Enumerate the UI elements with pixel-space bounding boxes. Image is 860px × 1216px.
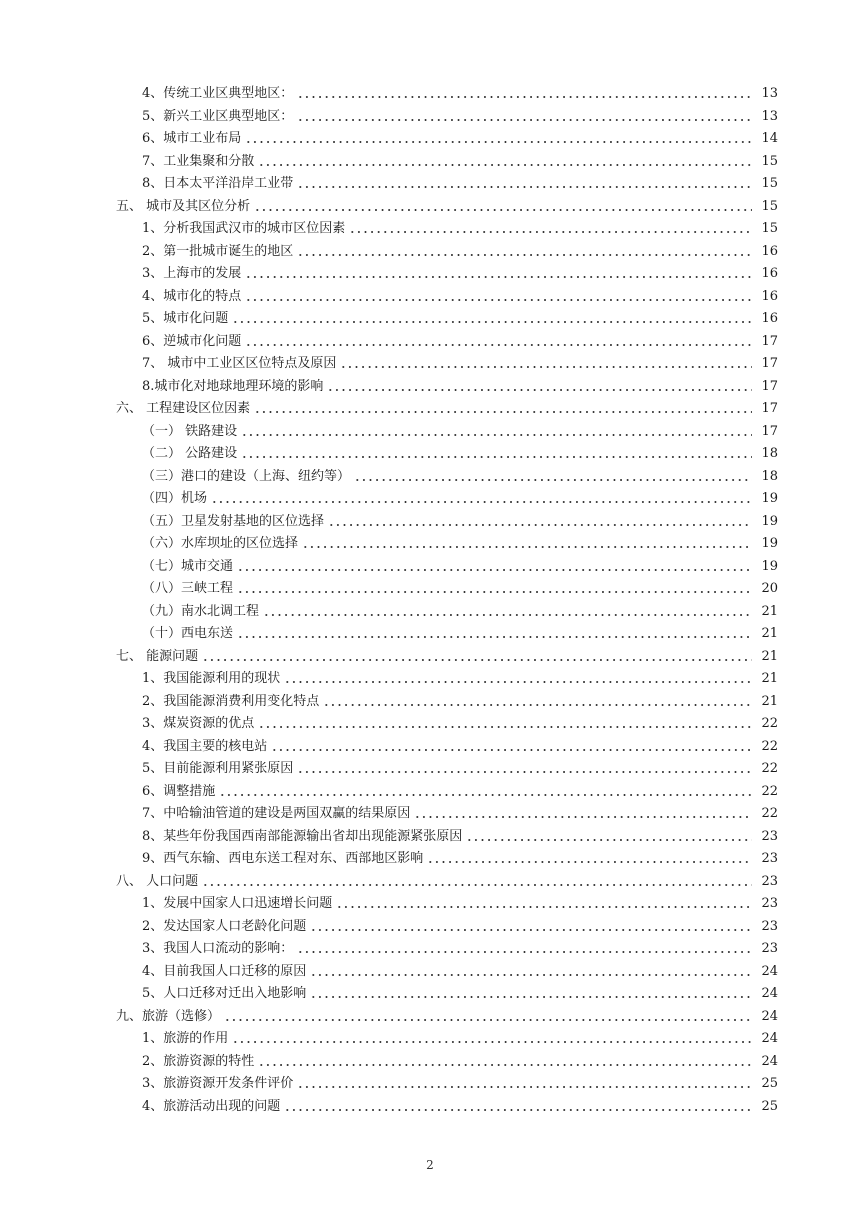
dot-leader — [297, 764, 752, 778]
dot-leader — [297, 179, 752, 193]
toc-entry[interactable] — [0, 758, 860, 781]
toc-entry[interactable] — [0, 556, 860, 579]
dot-leader — [202, 877, 752, 891]
dot-leader — [297, 112, 752, 126]
dot-leader — [340, 359, 752, 373]
toc-entry-label: 8、某些年份我国西南部能源输出省却出现能源紧张原因 — [142, 828, 463, 844]
toc-entry[interactable] — [0, 848, 860, 871]
table-of-contents — [0, 83, 860, 1118]
toc-entry[interactable] — [0, 241, 860, 264]
toc-entry[interactable] — [0, 691, 860, 714]
dot-leader — [297, 247, 752, 261]
toc-entry-page: 14 — [761, 131, 778, 146]
toc-entry-page: 25 — [761, 1076, 778, 1091]
toc-entry[interactable] — [0, 308, 860, 331]
toc-entry-page: 22 — [761, 738, 778, 754]
toc-entry-label: 八、 人口问题 — [116, 873, 199, 889]
dot-leader — [310, 922, 752, 936]
toc-entry-label: 1、发展中国家人口迅速增长问题 — [142, 896, 333, 911]
toc-entry-label: （五）卫星发射基地的区位选择 — [142, 513, 325, 529]
toc-entry-page: 23 — [761, 828, 778, 844]
toc-entry-label: 六、 工程建设区位因素 — [116, 401, 251, 416]
dot-leader — [284, 674, 752, 688]
toc-entry-label: 2、我国能源消费利用变化特点 — [142, 693, 320, 709]
dot-leader — [224, 1012, 752, 1026]
toc-entry[interactable] — [0, 511, 860, 534]
toc-entry-label: 七、 能源问题 — [116, 648, 199, 664]
toc-entry-label: 5、人口迁移对迁出入地影响 — [142, 986, 307, 1001]
toc-entry-label: 7、 城市中工业区区位特点及原因 — [142, 356, 337, 371]
toc-entry[interactable] — [0, 1051, 860, 1074]
dot-leader — [414, 809, 752, 823]
toc-entry-page: 21 — [761, 603, 778, 619]
toc-entry-page: 21 — [761, 693, 778, 709]
toc-entry-page: 24 — [761, 1053, 778, 1069]
dot-leader — [427, 854, 752, 868]
toc-entry-page: 20 — [761, 581, 778, 596]
toc-entry-label: 7、工业集聚和分散 — [142, 153, 255, 169]
toc-entry[interactable] — [0, 983, 860, 1006]
toc-entry-page: 16 — [761, 243, 778, 259]
toc-entry-label: （七）城市交通 — [142, 558, 234, 574]
toc-entry-page: 25 — [761, 1098, 778, 1114]
toc-entry-page: 19 — [761, 536, 778, 551]
dot-leader — [241, 427, 752, 441]
toc-entry-label: 1、分析我国武汉市的城市区位因素 — [142, 221, 346, 236]
toc-entry-page: 24 — [761, 1008, 778, 1024]
toc-entry-label: 5、目前能源利用紧张原因 — [142, 761, 294, 776]
toc-section-entry[interactable] — [0, 646, 860, 669]
toc-entry-label: 6、城市工业布局 — [142, 131, 242, 146]
dot-leader — [263, 607, 752, 621]
dot-leader — [328, 517, 752, 531]
toc-entry[interactable] — [0, 803, 860, 826]
toc-entry[interactable] — [0, 466, 860, 489]
toc-entry[interactable] — [0, 331, 860, 354]
toc-entry-label: 8.城市化对地球地理环境的影响 — [142, 378, 324, 394]
dot-leader — [323, 697, 752, 711]
toc-entry-label: 4、旅游活动出现的问题 — [142, 1098, 281, 1114]
toc-entry-page: 13 — [761, 108, 778, 124]
dot-leader — [310, 967, 752, 981]
dot-leader — [297, 89, 752, 103]
toc-entry-page: 15 — [761, 176, 778, 191]
toc-entry-label: 7、中哈输油管道的建设是两国双赢的结果原因 — [142, 806, 411, 821]
toc-entry[interactable] — [0, 916, 860, 939]
dot-leader — [354, 472, 752, 486]
toc-entry[interactable] — [0, 286, 860, 309]
toc-entry[interactable] — [0, 488, 860, 511]
toc-entry-page: 21 — [761, 648, 778, 664]
toc-entry-page: 23 — [761, 896, 778, 911]
toc-entry-page: 16 — [761, 266, 778, 281]
toc-entry-label: 2、第一批城市诞生的地区 — [142, 243, 294, 259]
toc-section-entry[interactable] — [0, 1006, 860, 1029]
dot-leader — [349, 224, 752, 238]
page-number: 2 — [426, 1158, 434, 1172]
toc-entry[interactable] — [0, 578, 860, 601]
dot-leader — [245, 134, 752, 148]
dot-leader — [211, 494, 752, 508]
toc-entry-label: （一） 铁路建设 — [142, 423, 238, 439]
toc-entry[interactable] — [0, 218, 860, 241]
toc-entry[interactable] — [0, 106, 860, 129]
toc-entry[interactable] — [0, 173, 860, 196]
toc-entry-page: 19 — [761, 558, 778, 574]
dot-leader — [254, 404, 752, 418]
toc-entry-page: 22 — [761, 716, 778, 731]
dot-leader — [297, 944, 752, 958]
toc-entry[interactable] — [0, 623, 860, 646]
toc-entry-page: 24 — [761, 986, 778, 1001]
toc-entry-label: 4、城市化的特点 — [142, 288, 242, 304]
toc-entry[interactable] — [0, 938, 860, 961]
toc-entry-label: 5、城市化问题 — [142, 311, 229, 326]
toc-entry-label: 3、煤炭资源的优点 — [142, 716, 255, 731]
toc-entry[interactable] — [0, 668, 860, 691]
toc-entry-page: 18 — [761, 468, 778, 484]
toc-entry-page: 17 — [761, 333, 778, 349]
toc-section-entry[interactable] — [0, 398, 860, 421]
toc-entry[interactable] — [0, 128, 860, 151]
toc-entry-label: （八）三峡工程 — [142, 581, 234, 596]
toc-entry-page: 22 — [761, 761, 778, 776]
toc-entry-page: 17 — [761, 378, 778, 394]
dot-leader — [302, 539, 752, 553]
toc-entry[interactable] — [0, 533, 860, 556]
toc-entry-label: （三）港口的建设（上海、纽约等） — [142, 468, 351, 484]
toc-entry-page: 22 — [761, 806, 778, 821]
dot-leader — [258, 719, 752, 733]
toc-entry-page: 17 — [761, 401, 778, 416]
toc-entry-page: 16 — [761, 311, 778, 326]
toc-entry-page: 21 — [761, 671, 778, 686]
toc-entry-page: 23 — [761, 941, 778, 956]
toc-entry-page: 24 — [761, 1031, 778, 1046]
dot-leader — [297, 1079, 752, 1093]
toc-entry[interactable] — [0, 421, 860, 444]
toc-entry-label: 5、新兴工业区典型地区： — [142, 108, 294, 124]
toc-entry[interactable] — [0, 1028, 860, 1051]
dot-leader — [336, 899, 752, 913]
toc-section-entry[interactable] — [0, 196, 860, 219]
dot-leader — [327, 382, 752, 396]
toc-entry-label: 2、发达国家人口老龄化问题 — [142, 918, 307, 934]
dot-leader — [219, 787, 752, 801]
toc-section-entry[interactable] — [0, 871, 860, 894]
toc-entry[interactable] — [0, 713, 860, 736]
toc-entry[interactable] — [0, 443, 860, 466]
toc-entry-page: 17 — [761, 423, 778, 439]
toc-entry-label: （六）水库坝址的区位选择 — [142, 536, 299, 551]
toc-entry-label: 4、我国主要的核电站 — [142, 738, 268, 754]
dot-leader — [202, 652, 752, 666]
toc-entry[interactable] — [0, 1096, 860, 1119]
toc-entry-page: 17 — [761, 356, 778, 371]
toc-entry-page: 15 — [761, 221, 778, 236]
toc-entry-page: 19 — [761, 491, 778, 506]
dot-leader — [284, 1102, 752, 1116]
toc-entry-label: 五、 城市及其区位分析 — [116, 198, 251, 214]
toc-entry-page: 21 — [761, 626, 778, 641]
toc-entry[interactable] — [0, 1073, 860, 1096]
dot-leader — [258, 157, 752, 171]
toc-entry-page: 13 — [761, 86, 778, 101]
dot-leader — [245, 269, 752, 283]
toc-entry[interactable] — [0, 263, 860, 286]
toc-entry[interactable] — [0, 736, 860, 759]
dot-leader — [237, 562, 752, 576]
dot-leader — [310, 989, 752, 1003]
toc-entry-page: 24 — [761, 963, 778, 979]
toc-entry-page: 16 — [761, 288, 778, 304]
toc-entry-label: （二） 公路建设 — [142, 446, 238, 461]
toc-entry[interactable] — [0, 83, 860, 106]
toc-entry[interactable] — [0, 376, 860, 399]
toc-entry-label: （十）西电东送 — [142, 626, 234, 641]
toc-entry-page: 15 — [761, 153, 778, 169]
toc-entry[interactable] — [0, 151, 860, 174]
toc-entry-page: 23 — [761, 918, 778, 934]
toc-entry-label: 2、旅游资源的特性 — [142, 1053, 255, 1069]
toc-entry-page: 18 — [761, 446, 778, 461]
dot-leader — [232, 1034, 752, 1048]
toc-entry-label: 4、传统工业区典型地区： — [142, 86, 294, 101]
toc-entry[interactable] — [0, 893, 860, 916]
toc-entry[interactable] — [0, 826, 860, 849]
dot-leader — [254, 202, 752, 216]
toc-entry[interactable] — [0, 601, 860, 624]
toc-entry-page: 23 — [761, 873, 778, 889]
toc-entry-page: 23 — [761, 851, 778, 866]
toc-entry-label: 1、我国能源利用的现状 — [142, 671, 281, 686]
toc-entry-label: 4、目前我国人口迁移的原因 — [142, 963, 307, 979]
toc-entry-label: 6、逆城市化问题 — [142, 333, 242, 349]
toc-entry[interactable] — [0, 781, 860, 804]
dot-leader — [241, 449, 752, 463]
toc-entry[interactable] — [0, 353, 860, 376]
toc-entry-label: 九、旅游（选修） — [116, 1008, 221, 1024]
dot-leader — [237, 584, 752, 598]
toc-entry-label: （四）机场 — [142, 491, 208, 506]
toc-entry-label: 8、日本太平洋沿岸工业带 — [142, 176, 294, 191]
dot-leader — [271, 742, 752, 756]
toc-entry[interactable] — [0, 961, 860, 984]
dot-leader — [245, 292, 752, 306]
toc-entry-label: 9、西气东输、西电东送工程对东、西部地区影响 — [142, 851, 424, 866]
dot-leader — [245, 337, 752, 351]
toc-entry-label: 3、上海市的发展 — [142, 266, 242, 281]
toc-entry-page: 22 — [761, 783, 778, 799]
toc-entry-label: 1、旅游的作用 — [142, 1031, 229, 1046]
toc-entry-label: 6、调整措施 — [142, 783, 216, 799]
toc-entry-label: （九）南水北调工程 — [142, 603, 260, 619]
toc-entry-label: 3、旅游资源开发条件评价 — [142, 1076, 294, 1091]
dot-leader — [232, 314, 752, 328]
dot-leader — [466, 832, 752, 846]
toc-entry-label: 3、我国人口流动的影响： — [142, 941, 294, 956]
dot-leader — [258, 1057, 752, 1071]
toc-entry-page: 15 — [761, 198, 778, 214]
dot-leader — [237, 629, 752, 643]
toc-entry-page: 19 — [761, 513, 778, 529]
